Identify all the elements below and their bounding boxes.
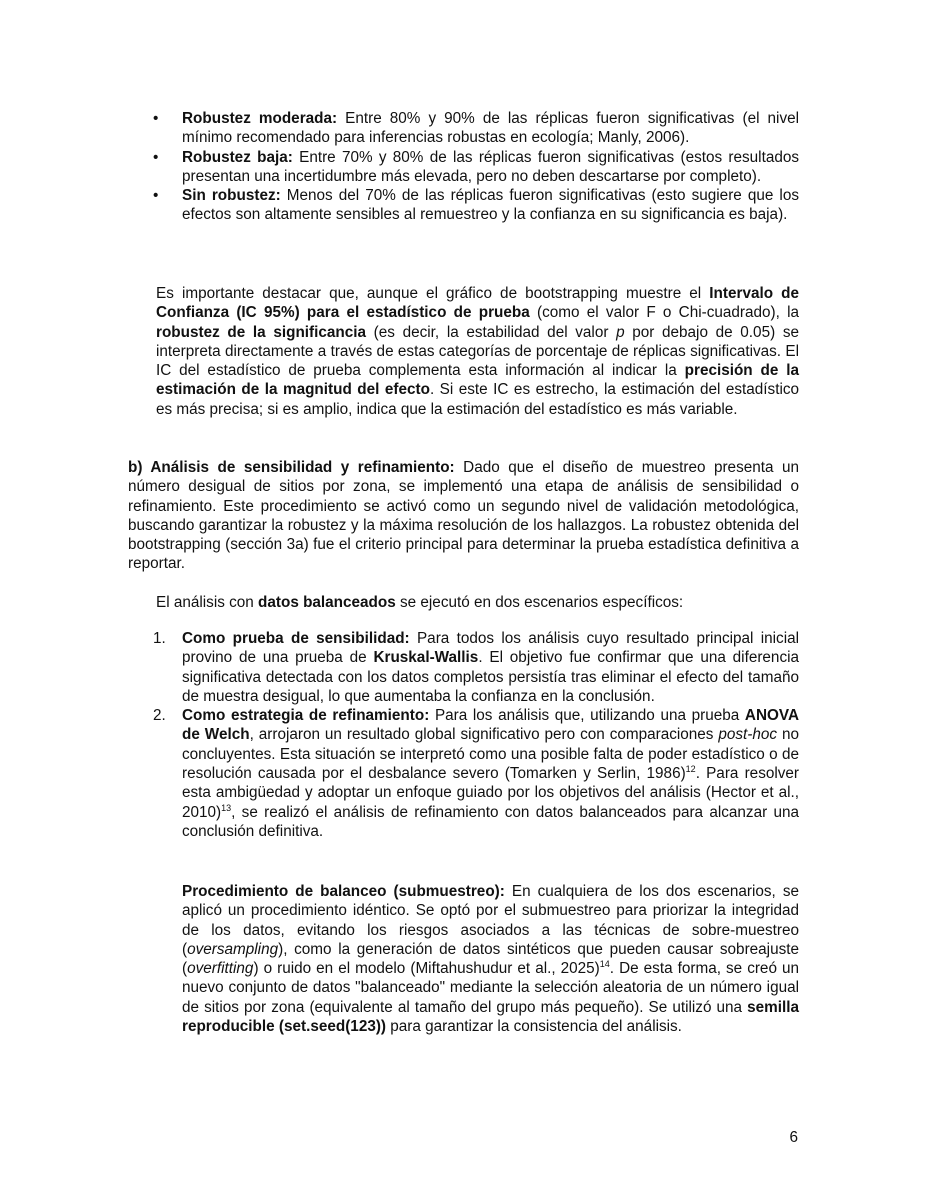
numbered-item-sensitivity [151, 629, 799, 706]
bullet-text: Menos del 70% de las réplicas fueron significativas (esto sugiere que los efectos son altamente sensibles al remuestreo y la confianza en su significancia es baja). [182, 187, 799, 224]
italic-run: overfitting [187, 960, 254, 978]
text-run: no concluyentes. Esta situación se interpretó como una posible falta de poder estadístico o de resolución causada por el desbalance severo (Tomarken y Serlin, 1986) [182, 726, 800, 783]
confidence-interval-paragraph [156, 284, 799, 419]
text-run: . El objetivo fue confirmar que una diferencia significativa detectada con los datos completos persistía tras eliminar el efecto del tamaño de muestra desigual, lo que aumentaba la confianza en la conclusión. [182, 649, 799, 705]
bullet-text: Entre 80% y 90% de las réplicas fueron significativas (el nivel mínimo recomendado para inferencias robustas en ecología; Manly, 2006). [182, 110, 799, 147]
text-run: En cualquiera de los dos escenarios, se aplicó un procedimiento idéntico. Se optó por el submuestreo para priorizar la integridad de los datos, evitando los riesgos asociados a las técnicas de sobre-muestreo ( [182, 883, 799, 958]
italic-run: p [616, 323, 625, 341]
text-run: Para los análisis que, utilizando una prueba [429, 707, 745, 725]
bullet-marker: • [153, 110, 159, 127]
numbered-item-refinement [151, 706, 799, 841]
footnote-ref: 13 [221, 802, 232, 813]
bullet-heading: Robustez baja: [182, 148, 293, 166]
bold-run: precisión de la estimación de la magnitud del efecto [156, 362, 799, 399]
footnote-ref: 12 [685, 764, 696, 775]
page-number: 6 [789, 1129, 798, 1146]
text-run: . De esta forma, se creó un nuevo conjunto de datos "balanceado" mediante la selección aleatoria de un número igual de sitios por zona (equivalente al tamaño del grupo más pequeño). Se utilizó una [182, 960, 799, 1016]
text-run: para garantizar la consistencia del análisis. [386, 1018, 682, 1036]
bold-run: Intervalo de Confianza (IC 95%) para el estadístico de prueba [156, 285, 799, 322]
bullet-heading: Sin robustez: [182, 187, 281, 205]
balanced-data-intro [156, 593, 799, 612]
text-run: , se realizó el análisis de refinamiento con datos balanceados para alcanzar una conclusión definitiva. [182, 803, 799, 840]
sensitivity-analysis-paragraph [128, 458, 799, 574]
bullet-text: Entre 70% y 80% de las réplicas fueron significativas (estos resultados presentan una incertidumbre más elevada, pero no deben descartarse por completo). [182, 148, 799, 185]
balancing-procedure-paragraph [182, 882, 799, 1036]
bullet-item-none [151, 186, 799, 225]
text-run: (como el valor F o Chi-cuadrado), la [529, 304, 799, 322]
list-number: 2. [153, 707, 166, 725]
bullet-item-moderate [151, 109, 799, 148]
text-run: se ejecutó en dos escenarios específicos: [395, 594, 684, 611]
robustness-bullet-list [151, 109, 799, 225]
bullet-marker: • [153, 148, 159, 166]
text-run: por debajo de 0.05) se interpreta directamente a través de estas categorías de porcentaje de réplicas significativas. El IC del estadístico de prueba complementa esta información al indicar la [156, 323, 799, 380]
text-run: . Para resolver esta ambigüedad y adoptar un enfoque guiado por los objetivos del análisis (Hector et al., 2010) [182, 765, 799, 821]
bold-run: Procedimiento de balanceo (submuestreo): [182, 883, 505, 900]
bold-run: robustez de la significancia [156, 323, 367, 341]
text-run: ) o ruido en el modelo (Miftahushudur et al., 2025) [253, 960, 600, 978]
list-number: 1. [153, 630, 166, 647]
section-heading: b) Análisis de sensibilidad y refinamiento: [128, 459, 455, 476]
text-run: , arrojaron un resultado global significativo pero con comparaciones [249, 726, 719, 744]
scenario-numbered-list [151, 629, 799, 841]
bullet-marker: • [153, 187, 159, 205]
text-run: Es importante destacar que, aunque el gráfico de bootstrapping muestre el [156, 285, 710, 302]
bold-run: ANOVA de Welch [182, 707, 800, 744]
bullet-item-low [151, 148, 799, 187]
italic-run: oversampling [187, 940, 279, 958]
bold-run: Kruskal-Wallis [373, 649, 479, 667]
bold-run: semilla reproducible (set.seed(123)) [182, 998, 799, 1036]
bullet-heading: Robustez moderada: [182, 110, 338, 127]
text-run: (es decir, la estabilidad del valor [366, 323, 617, 341]
bold-run: Como estrategia de refinamiento: [182, 707, 430, 725]
text-run: . Si este IC es estrecho, la estimación del estadístico es más precisa; si es amplio, indica que la estimación del estadístico es más variable. [156, 381, 799, 418]
footnote-ref: 14 [599, 959, 610, 970]
text-run: El análisis con [156, 594, 259, 611]
text-run: Dado que el diseño de muestreo presenta un número desigual de sitios por zona, se implementó una etapa de análisis de sensibilidad o refinamiento. Este procedimiento se activó como un segundo nivel de validación metodológica, buscando garantizar la robustez y la máxima resolución de los hallazgos. La robustez obtenida del bootstrapping (sección 3a) fue el criterio principal para determinar la prueba estadística definitiva a reportar. [128, 459, 799, 573]
italic-run: post-hoc [718, 726, 778, 744]
text-run: ), como la generación de datos sintéticos que pueden causar sobreajuste ( [182, 940, 799, 978]
bold-run: datos balanceados [258, 594, 396, 611]
bold-run: Como prueba de sensibilidad: [182, 630, 410, 647]
text-run: Para todos los análisis cuyo resultado principal inicial provino de una prueba de [182, 630, 800, 667]
